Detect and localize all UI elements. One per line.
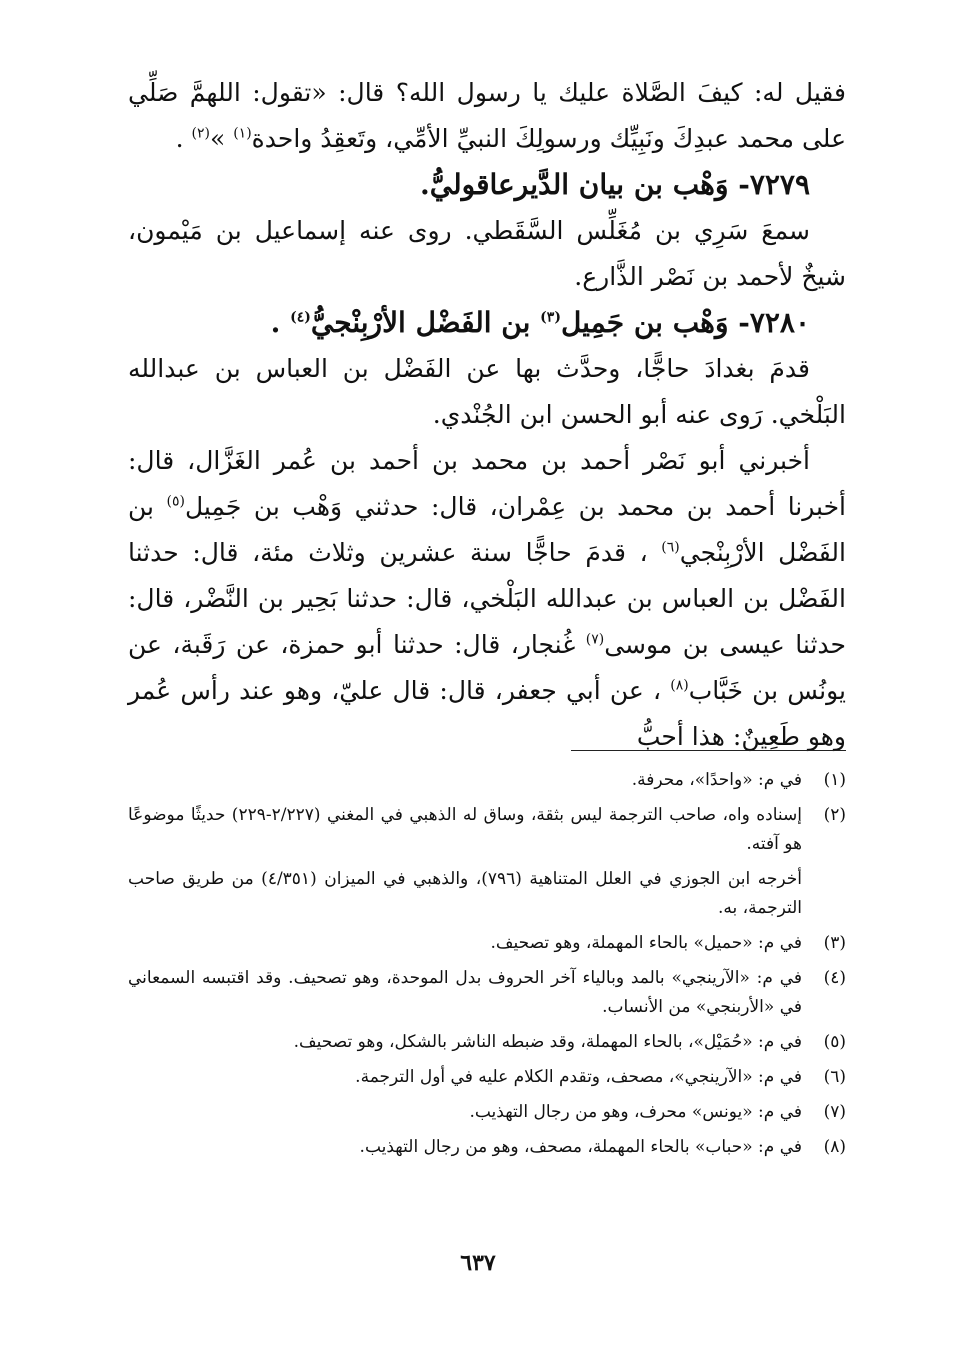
footnote-ref-1: (١) — [233, 125, 252, 142]
footnote-2-continuation: أخرجه ابن الجوزي في العلل المتناهية (٧٩٦)، والذهبي في الميزان (٤/٣٥١) من طريق صاحب الترجمة، به. — [128, 869, 802, 918]
paragraph-2: سمعَ سَرِي بن مُغَلِّس السَّقَطي. روى عنه إسماعيل بن مَيْمون، شيخٌ لأحمد بن نَصْر الذَّارع. — [128, 216, 846, 291]
paragraph-4: أخبرني أبو نَصْر أحمد بن محمد بن أحمد بن عُمر الغَزَّال، قال: أخبرنا أحمد بن محمد بن عِمْران، قال: حدثني وَهْب بن جَمِيل$^{(٥)}$ بن الفَضْل الأرْبِنْجي$^{(٦)}$ ، قدمَ حاجًّا سنة عشرين وثلاث مئة، قال: حدثنا الفَضْل بن العباس بن عبدالله البَلْخي، قال: حدثنا بَحِير بن النَّضْر، قال: حدثنا عيسى بن موسى$^{(٧)}$ غُنجار، قال: حدثنا أبو حمزة، عن رَقَبة، عن يونُس بن خَبَّاب$^{(٨)}$ ، عن أبي جعفر، قال: قال عليّ، وهو عند رأس عُمر وهو طَعِينٌ: هذا أحبُّ — [128, 446, 847, 751]
footnote-6 — [128, 1063, 846, 1092]
footnote-ref-7: (٧) — [585, 631, 605, 648]
footnote-8 — [128, 1133, 846, 1162]
footnote-number: (٢) — [823, 805, 846, 825]
entry-heading-7280: ٧٢٨٠- وَهْب بن جَمِيل$^{(٣)}$ بن الفَضْل الأرْبِنْجيُّ$^{(٤)}$ . — [270, 306, 810, 339]
footnote-ref-6: (٦) — [661, 539, 680, 556]
footnote-text: في م: «واحدًا»، محرفة. — [631, 770, 802, 790]
footnote-number: (٣) — [823, 933, 846, 953]
footnote-text: في م: «حميل» بالحاء المهملة، وهو تصحيف. — [490, 933, 802, 953]
footnote-number: (٥) — [823, 1032, 846, 1052]
footnote-5 — [128, 1028, 846, 1057]
footnote-ref-5: (٥) — [166, 493, 185, 510]
footnote-ref-8: (٨) — [670, 677, 689, 694]
footnote-7 — [128, 1098, 846, 1127]
footnote-number: (١) — [823, 770, 846, 790]
main-text — [128, 70, 846, 760]
footnote-ref-2: (٢) — [191, 125, 210, 142]
footnote-text: إسناده واه، صاحب الترجمة ليس بثقة، وساق له الذهبي في المغني (٢/٢٢٧-٢٢٩) حديثًا موضوعًا هو آفته. — [128, 805, 802, 854]
footnote-ref-4: (٤) — [290, 309, 311, 326]
page-number: ٦٣٧ — [460, 1250, 496, 1276]
footnote-ref-3: (٣) — [540, 309, 561, 326]
footnote-text: في م: «حُمَيْل»، بالحاء المهملة، وقد ضبطه الناشر بالشكل، وهو تصحيف. — [293, 1032, 802, 1052]
footnote-2 — [128, 801, 846, 859]
footnote-number: (٨) — [823, 1137, 846, 1157]
entry-heading-7279: ٧٢٧٩- وَهْب بن بيان الدَّيرعاقوليُّ. — [420, 168, 810, 201]
footnote-number: (٤) — [823, 968, 846, 988]
footnote-divider — [571, 750, 846, 751]
footnotes — [128, 766, 846, 1168]
footnote-text: في م: «الآرينجي» بالمد وبالياء آخر الحروف بدل الموحدة، وهو تصحيف. وقد اقتبسه السمعاني في «الأربنجي» من الأنساب. — [128, 968, 802, 1017]
footnote-3 — [128, 929, 846, 958]
footnote-number: (٦) — [823, 1067, 846, 1087]
footnote-text: في م: «حباب» بالحاء المهملة، مصحف، وهو من رجال التهذيب. — [359, 1137, 802, 1157]
footnote-4 — [128, 964, 846, 1022]
footnote-1 — [128, 766, 846, 795]
footnote-text: في م: «يونس» محرف، وهو من رجال التهذيب. — [469, 1102, 802, 1122]
paragraph-1: فقيل له: كيفَ الصَّلاة عليك يا رسول الله؟ قال: «تقول: اللهمَّ صَلِّي على محمد عبدِكَ ونَبِيِّك ورسولِكَ النبيِّ الأمِّي، وتَعقِدُ واحدة$^{(١)}$ »$^{(٢)}$ . — [128, 78, 846, 153]
paragraph-3: قدمَ بغدادَ حاجًّا، وحدَّث بها عن الفَضْل بن العباس بن عبدالله البَلْخي. رَوى عنه أبو الحسن ابن الجُنْدي. — [128, 354, 846, 429]
footnote-text: في م: «الآرينجي»، مصحف، وتقدم الكلام عليه في أول الترجمة. — [355, 1067, 802, 1087]
footnote-number: (٧) — [823, 1102, 846, 1122]
